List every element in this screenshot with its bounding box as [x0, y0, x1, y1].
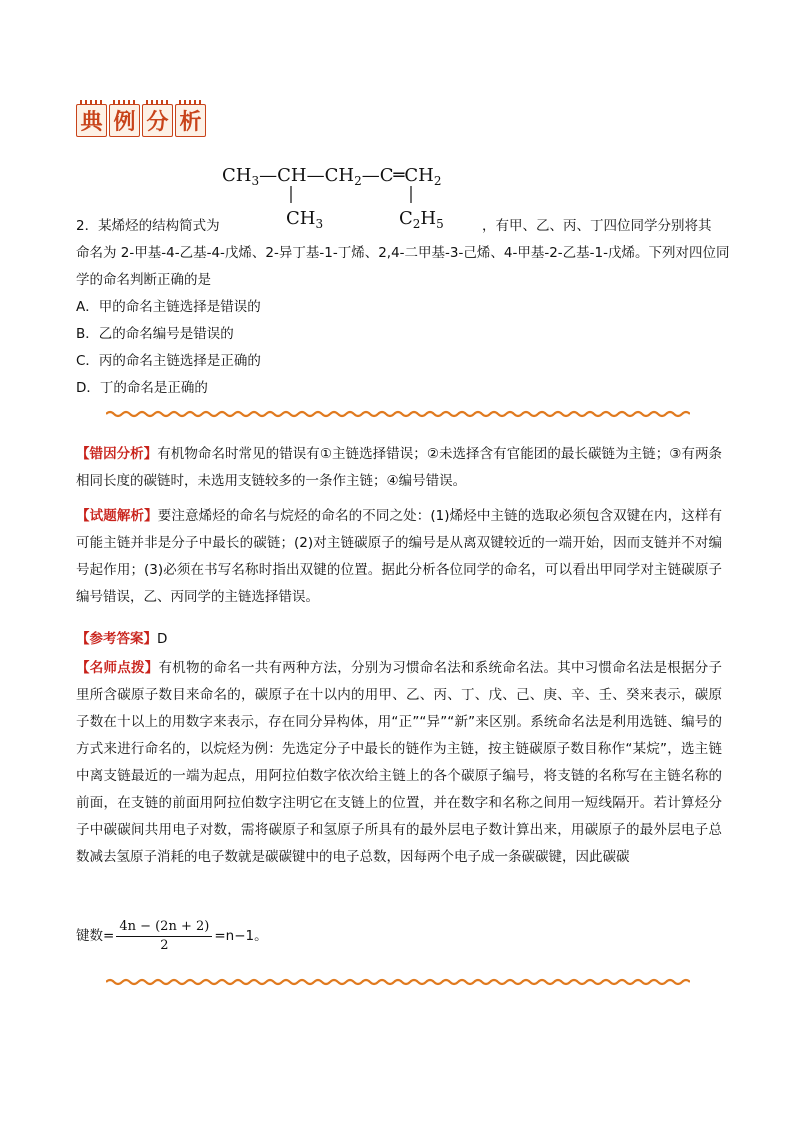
error-analysis [76, 441, 722, 495]
question-line: 命名为 2-甲基-4-乙基-4-戊烯、2-异丁基-1-丁烯、2,4-二甲基-3-己烯、4-甲基-2-乙基-1-戊烯。下列对四位同 [76, 245, 730, 261]
formula-branch-ethyl: $C_2H_5$ [399, 208, 444, 231]
answer-text: D [157, 631, 168, 647]
formula-branch-methyl: $CH_3$ [286, 208, 324, 231]
option-a: A．甲的命名主链选择是错误的 [76, 299, 261, 315]
question-text: ，有甲、乙、丙、丁四位同学分别将其 [482, 218, 712, 234]
tip-tag: 【名师点拨】 [76, 660, 159, 676]
tip-text: 有机物的命名一共有两种方法，分别为习惯命名法和系统命名法。其中习惯命名法是根据分子里所含碳原子数目来命名的，碳原子在十以内的用甲、乙、丙、丁、戊、己、庚、辛、壬、癸来表示，碳原子数在十以上的用数字来表示，存在同分异构体，用“正”“异”“新”来区别。系统命名法是利用选链、编号的方式来进行命名的，以烷烃为例：先选定分子中最长的链作为主链，按主链碳原子数目称作“某烷”，选主链中离支链最近的一端为起点，用阿拉伯数字依次给主链上的各个碳原子编号，将支链的名称写在主链名称的前面，在支链的前面用阿拉伯数字注明它在支链上的位置，并在数字和名称之间用一短线隔开。若计算烃分子中碳碳间共用电子对数，需将碳原子和氢原子所具有的最外层电子数计算出来，用碳原子的最外层电子总数减去氢原子消耗的电子数就是碳碳键中的电子总数，因每两个电子成一条碳碳键，因此碳碳 [76, 660, 722, 865]
structural-formula [0, 0, 794, 240]
reference-answer [76, 626, 722, 653]
fraction [116, 918, 212, 955]
wavy-divider [106, 410, 690, 418]
banner-char: 析 [175, 104, 206, 137]
error-text: 有机物命名时常见的错误有①主链选择错误；②未选择含有官能团的最长碳链为主链；③有两条相同长度的碳链时，未选用支链较多的一条作主链；④编号错误。 [76, 446, 722, 489]
solution-text: 要注意烯烃的命名与烷烃的命名的不同之处：(1)烯烃中主链的选取必须包含双键在内，这样有可能主链并非是分子中最长的碳链；(2)对主链碳原子的编号是从离双键较近的一端开始，因而支链并不对编号起作用；(3)必须在书写名称时指出双键的位置。据此分析各位同学的命名，可以看出甲同学对主链碳原子编号错误，乙、丙同学的主链选择错误。 [76, 508, 723, 605]
solution-analysis [76, 503, 722, 611]
formula-main-chain: $CH_3—CH—CH_2—C═CH_2$ [222, 165, 442, 188]
formula-suffix: =n−1。 [214, 928, 268, 944]
banner-char: 典 [76, 104, 107, 137]
answer-tag: 【参考答案】 [76, 631, 157, 647]
bond-count-formula [76, 916, 268, 956]
error-tag: 【错因分析】 [76, 446, 158, 462]
teacher-tip [76, 655, 722, 871]
banner-char: 例 [109, 104, 140, 137]
question-text: 2．某烯烃的结构简式为 [76, 218, 220, 234]
question-line [76, 216, 220, 236]
fraction-denominator: 2 [160, 937, 169, 953]
fraction-numerator: 4n − (2n + 2) [116, 918, 212, 937]
question-line: 学的命名判断正确的是 [76, 272, 211, 288]
option-c: C．丙的命名主链选择是正确的 [76, 353, 261, 369]
question-line-suffix [482, 216, 712, 236]
formula-prefix: 键数= [76, 928, 115, 944]
option-b: B．乙的命名编号是错误的 [76, 326, 234, 342]
banner-char: 分 [142, 104, 173, 137]
solution-tag: 【试题解析】 [76, 508, 158, 524]
wavy-divider [106, 978, 690, 986]
option-d: D．丁的命名是正确的 [76, 380, 208, 396]
